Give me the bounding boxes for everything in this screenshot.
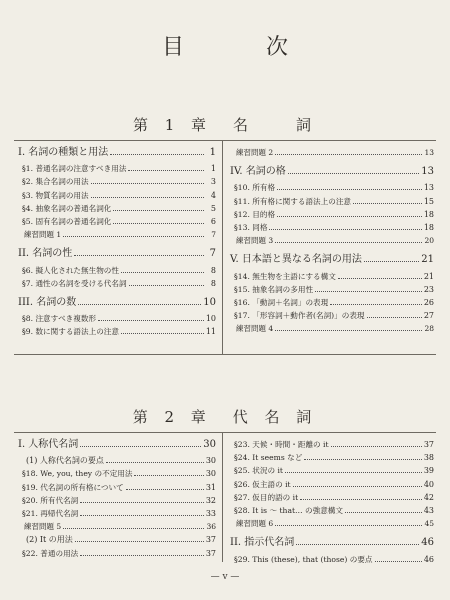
dot-leader [275, 236, 422, 243]
chapter-1-top-rule [14, 140, 436, 141]
toc-entry-title: §6. 擬人化された無生物の性 [22, 265, 119, 275]
toc-entry-page: 11 [205, 327, 216, 337]
dot-leader [300, 493, 422, 500]
dot-leader [293, 480, 422, 487]
dot-leader [113, 217, 204, 224]
toc-entry-title: §10. 所有格 [234, 183, 276, 193]
dot-leader [134, 469, 203, 476]
toc-entry-page: 39 [423, 466, 434, 476]
dot-leader [121, 266, 204, 273]
dot-leader [277, 183, 422, 190]
toc-entry [18, 298, 216, 308]
dot-leader [304, 453, 421, 460]
chapter-1-divider [222, 140, 223, 354]
toc-entry-title: §28. It is ～ that… の強意構文 [234, 506, 343, 515]
toc-entry-page: 7 [211, 230, 216, 240]
toc-entry-title: §4. 抽象名詞の普通名詞化 [22, 203, 112, 213]
toc-entry [230, 466, 434, 476]
toc-entry-title: 練習問題 4 [236, 324, 274, 334]
toc-entry-page: 37 [205, 548, 216, 558]
toc-entry-title: I. 人称代名詞 [18, 439, 79, 450]
toc-entry-page: 21 [421, 254, 434, 266]
dot-leader [106, 456, 204, 463]
toc-entry-title: (1) 人称代名詞の要点 [26, 456, 104, 466]
toc-entry-title: §21. 再帰代名詞 [22, 509, 79, 518]
toc-entry [230, 538, 434, 548]
toc-entry [230, 298, 434, 308]
dot-leader [91, 191, 204, 198]
toc-entry-title: §22. 普通の用法 [22, 548, 79, 558]
toc-entry-page: 30 [205, 469, 216, 479]
toc-entry [18, 549, 216, 559]
toc-entry [230, 167, 434, 177]
toc-entry [18, 249, 216, 259]
toc-entry [18, 217, 216, 227]
dot-leader [80, 509, 204, 516]
toc-entry-page: 32 [205, 495, 216, 505]
toc-entry-title: 練習問題 2 [236, 148, 274, 157]
toc-entry-page: 18 [423, 209, 434, 219]
toc-entry-title: §27. 仮目的語の it [234, 492, 299, 502]
toc-entry-page: 8 [210, 265, 216, 275]
toc-entry-title: III. 名詞の数 [18, 297, 77, 308]
page-number: — v — [210, 572, 240, 582]
toc-entry-page: 13 [424, 148, 434, 157]
toc-entry-page: 26 [423, 298, 434, 307]
toc-entry-title: §3. 物質名詞の用法 [22, 190, 89, 200]
toc-entry-page: 10 [203, 297, 216, 308]
toc-entry [18, 440, 216, 450]
toc-entry-page: 45 [424, 519, 434, 529]
toc-entry-page: 42 [423, 492, 434, 502]
toc-entry [230, 440, 434, 450]
toc-entry-page: 13 [423, 183, 434, 193]
toc-entry [18, 522, 216, 532]
toc-entry [18, 496, 216, 506]
dot-leader [364, 255, 419, 262]
toc-entry [18, 164, 216, 174]
dot-leader [345, 506, 422, 513]
toc-entry [230, 555, 434, 565]
toc-entry [230, 480, 434, 490]
toc-entry-title: §15. 抽象名詞の多用性 [234, 284, 314, 294]
toc-entry [230, 519, 434, 529]
toc-entry-page: 30 [205, 456, 216, 466]
toc-entry [230, 236, 434, 246]
dot-leader [128, 164, 204, 171]
dot-leader [275, 324, 422, 331]
toc-entry-title: §8. 注意すべき複数形 [22, 314, 97, 324]
toc-entry-page: 10 [205, 314, 216, 324]
toc-entry-page: 27 [423, 311, 434, 321]
toc-entry [18, 483, 216, 493]
toc-entry-page: 7 [209, 248, 216, 260]
toc-entry [18, 191, 216, 201]
toc-entry [230, 285, 434, 295]
toc-entry [230, 324, 434, 334]
toc-entry [230, 493, 434, 503]
toc-entry-title: 練習問題 6 [236, 519, 274, 529]
toc-entry [230, 255, 434, 265]
dot-leader [75, 535, 204, 542]
toc-entry-title: §18. We, you, they の不定用法 [22, 469, 133, 479]
toc-entry [230, 148, 434, 158]
dot-leader [275, 519, 422, 526]
chapter-2-top-rule [14, 432, 436, 433]
toc-entry [18, 314, 216, 324]
chapter-2-heading: 第 2 章 代 名 詞 [132, 408, 318, 426]
dot-leader [296, 538, 419, 545]
page-title: 目 次 [161, 35, 318, 60]
toc-entry-title: §16. 「動詞＋名詞」の表現 [234, 298, 329, 307]
dot-leader [80, 496, 204, 503]
dot-leader [288, 167, 419, 174]
toc-entry-title: §24. It seems など [234, 453, 303, 463]
dot-leader [338, 272, 422, 279]
toc-entry [18, 230, 216, 240]
toc-entry-page: 15 [423, 196, 434, 206]
toc-entry [18, 279, 216, 289]
chapter-1-heading: 第 1 章 名 詞 [132, 116, 318, 134]
dot-leader [74, 249, 204, 256]
toc-entry-page: 20 [424, 236, 434, 246]
toc-entry-title: §17. 「形容詞＋動作者(名詞)」の表現 [234, 311, 365, 321]
dot-leader [367, 311, 422, 318]
toc-entry-title: §12. 目的格 [234, 209, 276, 219]
toc-entry-title: §25. 状況の it [234, 466, 283, 476]
toc-entry-title: §20. 所有代名詞 [22, 495, 79, 505]
toc-entry [18, 266, 216, 276]
toc-entry-title: (2) It の用法 [26, 535, 73, 545]
toc-entry-title: V. 日本語と異なる名詞の用法 [230, 254, 362, 266]
toc-entry-page: 1 [209, 147, 216, 158]
toc-entry-title: 練習問題 5 [24, 522, 62, 532]
toc-entry [230, 197, 434, 207]
dot-leader [113, 204, 204, 211]
dot-leader [330, 298, 422, 305]
toc-entry-title: §2. 集合名詞の用法 [22, 177, 89, 187]
toc-entry-page: 31 [205, 482, 216, 492]
toc-entry-title: II. 指示代名詞 [230, 537, 295, 549]
toc-entry-page: 8 [210, 278, 216, 288]
dot-leader [129, 279, 204, 286]
chapter-2-divider [222, 432, 223, 562]
dot-leader [315, 285, 422, 292]
toc-entry-title: §26. 仮主語の it [234, 479, 291, 489]
toc-entry [230, 272, 434, 282]
dot-leader [78, 298, 201, 305]
toc-entry-title: 練習問題 3 [236, 236, 274, 246]
toc-entry-title: 練習問題 1 [24, 230, 62, 240]
toc-entry-title: §19. 代名詞の所有格について [22, 482, 124, 492]
toc-entry-title: §14. 無生物を主語にする構文 [234, 271, 336, 281]
toc-entry-page: 3 [210, 177, 216, 187]
toc-entry [230, 453, 434, 463]
dot-leader [91, 177, 204, 184]
toc-entry [18, 177, 216, 187]
toc-entry-page: 40 [423, 479, 434, 489]
toc-entry-title: §9. 数に関する語法上の注意 [22, 327, 119, 337]
dot-leader [110, 148, 204, 155]
toc-entry-page: 5 [210, 203, 216, 213]
toc-entry-page: 33 [205, 509, 216, 518]
toc-entry [230, 210, 434, 220]
dot-leader [121, 327, 204, 334]
toc-entry [18, 509, 216, 519]
toc-entry-page: 37 [205, 535, 216, 545]
toc-entry-page: 13 [421, 166, 434, 178]
toc-entry-title: I. 名詞の種類と用法 [18, 147, 109, 158]
toc-entry-title: §1. 普通名詞の注意すべき用法 [22, 164, 127, 174]
toc-entry-page: 30 [203, 439, 216, 450]
toc-entry-page: 46 [421, 537, 434, 549]
dot-leader [80, 549, 204, 556]
toc-entry [18, 535, 216, 545]
toc-entry [18, 456, 216, 466]
toc-entry-page: 37 [423, 440, 434, 449]
toc-entry [230, 183, 434, 193]
dot-leader [63, 230, 204, 237]
toc-entry-title: II. 名詞の性 [18, 248, 73, 260]
chapter-1-bottom-rule [14, 354, 436, 355]
toc-entry [18, 148, 216, 158]
toc-entry-title: IV. 名詞の格 [230, 166, 286, 178]
dot-leader [285, 466, 422, 473]
toc-entry-title: §5. 固有名詞の普通名詞化 [22, 217, 112, 226]
toc-entry-page: 28 [424, 324, 434, 334]
toc-entry-title: §11. 所有格に関する語法上の注意 [234, 196, 352, 206]
toc-entry-page: 1 [210, 164, 216, 174]
toc-entry [230, 223, 434, 233]
toc-entry-title: §29. This (these), that (those) の要点 [234, 554, 373, 564]
toc-entry-page: 21 [423, 271, 434, 281]
dot-leader [375, 555, 422, 562]
dot-leader [353, 197, 422, 204]
toc-entry-page: 36 [206, 522, 216, 532]
dot-leader [277, 210, 422, 217]
toc-entry-title: §13. 同格 [234, 223, 268, 232]
toc-entry-page: 38 [423, 453, 434, 463]
dot-leader [80, 440, 201, 447]
toc-entry [18, 469, 216, 479]
toc-entry-page: 4 [210, 190, 216, 200]
dot-leader [126, 483, 204, 490]
toc-entry [18, 327, 216, 337]
toc-entry-page: 6 [210, 217, 216, 226]
toc-entry-title: §7. 通性の名詞を受ける代名詞 [22, 278, 127, 288]
toc-entry-page: 18 [423, 223, 434, 232]
toc-entry-title: §23. 天候・時間・距離の it [234, 440, 329, 449]
dot-leader [269, 223, 421, 230]
toc-entry [230, 506, 434, 516]
dot-leader [331, 440, 422, 447]
toc-entry [18, 204, 216, 214]
toc-entry [230, 311, 434, 321]
toc-entry-page: 23 [423, 284, 434, 294]
dot-leader [98, 314, 204, 321]
dot-leader [63, 522, 204, 529]
toc-entry-page: 46 [423, 554, 434, 564]
dot-leader [275, 148, 422, 155]
toc-entry-page: 43 [423, 506, 434, 515]
